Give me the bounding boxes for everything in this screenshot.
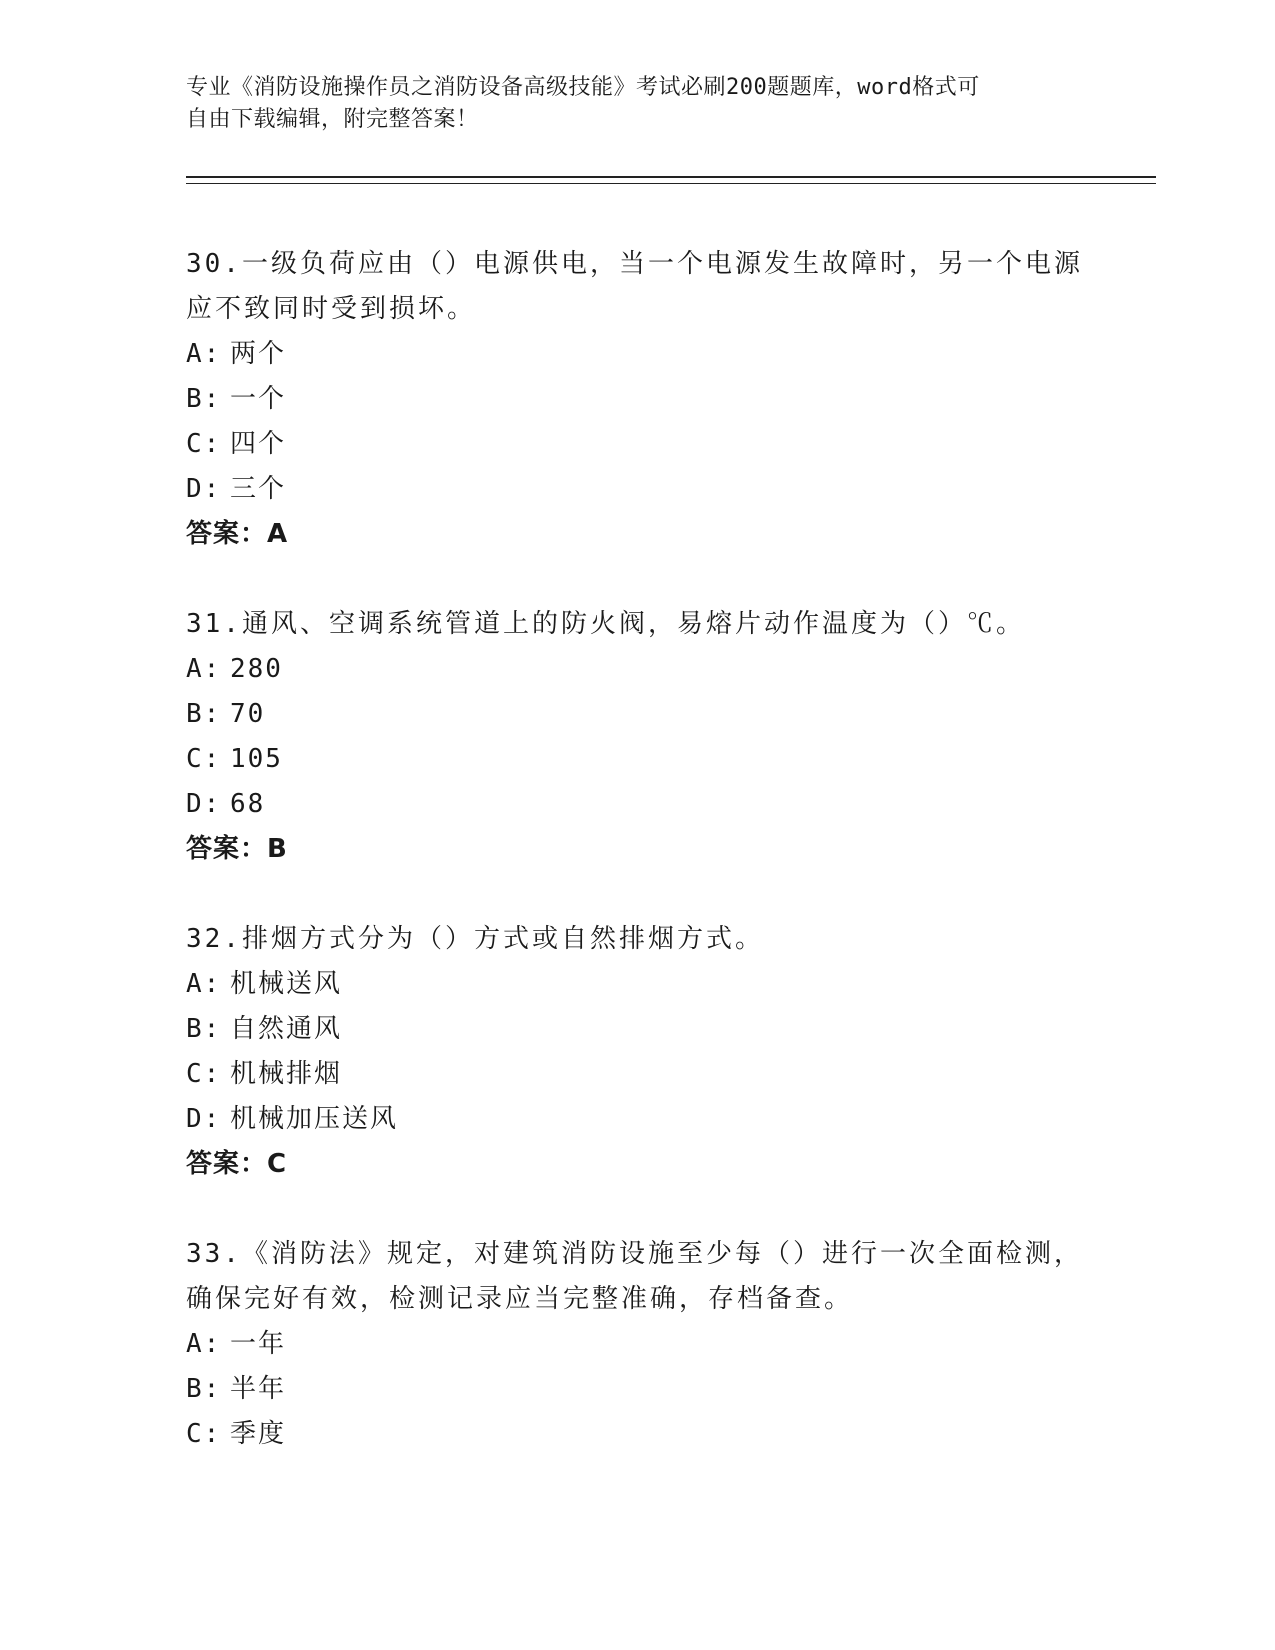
option-key: B: bbox=[186, 384, 222, 414]
option-text: 半年 bbox=[230, 1374, 287, 1404]
option-text: 两个 bbox=[230, 339, 287, 369]
option-b bbox=[186, 692, 1156, 737]
option-key: A: bbox=[186, 969, 222, 999]
option-key: C: bbox=[186, 429, 222, 459]
question-stem: 确保完好有效，检测记录应当完整准确，存档备查。 bbox=[186, 1284, 854, 1314]
option-key: C: bbox=[186, 744, 222, 774]
option-text: 季度 bbox=[230, 1419, 287, 1449]
option-text: 机械送风 bbox=[230, 969, 343, 999]
question-32 bbox=[186, 917, 1156, 1187]
option-a bbox=[186, 332, 1156, 377]
option-c bbox=[186, 422, 1156, 467]
option-text: 70 bbox=[230, 699, 266, 729]
option-c bbox=[186, 1412, 1156, 1457]
option-a bbox=[186, 647, 1156, 692]
option-key: A: bbox=[186, 654, 222, 684]
option-c bbox=[186, 1052, 1156, 1097]
question-stem: 33.《消防法》规定，对建筑消防设施至少每（）进行一次全面检测， bbox=[186, 1239, 1083, 1269]
answer: 答案：B bbox=[186, 834, 288, 864]
option-d bbox=[186, 782, 1156, 827]
question-33 bbox=[186, 1232, 1156, 1457]
answer: 答案：C bbox=[186, 1149, 288, 1179]
question-stem: 32.排烟方式分为（）方式或自然排烟方式。 bbox=[186, 924, 764, 954]
option-b bbox=[186, 377, 1156, 422]
option-b bbox=[186, 1367, 1156, 1412]
question-31 bbox=[186, 602, 1156, 872]
option-text: 105 bbox=[230, 744, 283, 774]
option-a bbox=[186, 962, 1156, 1007]
option-key: C: bbox=[186, 1059, 222, 1089]
option-text: 机械排烟 bbox=[230, 1059, 343, 1089]
header-divider bbox=[186, 176, 1156, 184]
document-page bbox=[186, 72, 1156, 1502]
option-key: D: bbox=[186, 474, 222, 504]
option-text: 一年 bbox=[230, 1329, 287, 1359]
option-c bbox=[186, 737, 1156, 782]
option-key: D: bbox=[186, 1104, 222, 1134]
option-d bbox=[186, 467, 1156, 512]
question-stem: 30.一级负荷应由（）电源供电，当一个电源发生故障时，另一个电源 bbox=[186, 249, 1083, 279]
question-list bbox=[186, 242, 1156, 1457]
option-text: 一个 bbox=[230, 384, 287, 414]
option-d bbox=[186, 1097, 1156, 1142]
option-key: B: bbox=[186, 1014, 222, 1044]
option-text: 机械加压送风 bbox=[230, 1104, 399, 1134]
option-key: C: bbox=[186, 1419, 222, 1449]
option-key: D: bbox=[186, 789, 222, 819]
option-text: 280 bbox=[230, 654, 283, 684]
option-key: A: bbox=[186, 1329, 222, 1359]
option-text: 四个 bbox=[230, 429, 287, 459]
option-text: 68 bbox=[230, 789, 266, 819]
header-line-2: 自由下载编辑，附完整答案！ bbox=[186, 107, 479, 132]
option-a bbox=[186, 1322, 1156, 1367]
question-stem: 31.通风、空调系统管道上的防火阀，易熔片动作温度为（）℃。 bbox=[186, 609, 1025, 639]
option-b bbox=[186, 1007, 1156, 1052]
header-line-1: 专业《消防设施操作员之消防设备高级技能》考试必刷200题题库，word格式可 bbox=[186, 75, 980, 100]
option-key: B: bbox=[186, 699, 222, 729]
option-key: A: bbox=[186, 339, 222, 369]
question-30 bbox=[186, 242, 1156, 557]
question-stem: 应不致同时受到损坏。 bbox=[186, 294, 477, 324]
option-text: 自然通风 bbox=[230, 1014, 343, 1044]
option-text: 三个 bbox=[230, 474, 287, 504]
option-key: B: bbox=[186, 1374, 222, 1404]
answer: 答案：A bbox=[186, 519, 289, 549]
